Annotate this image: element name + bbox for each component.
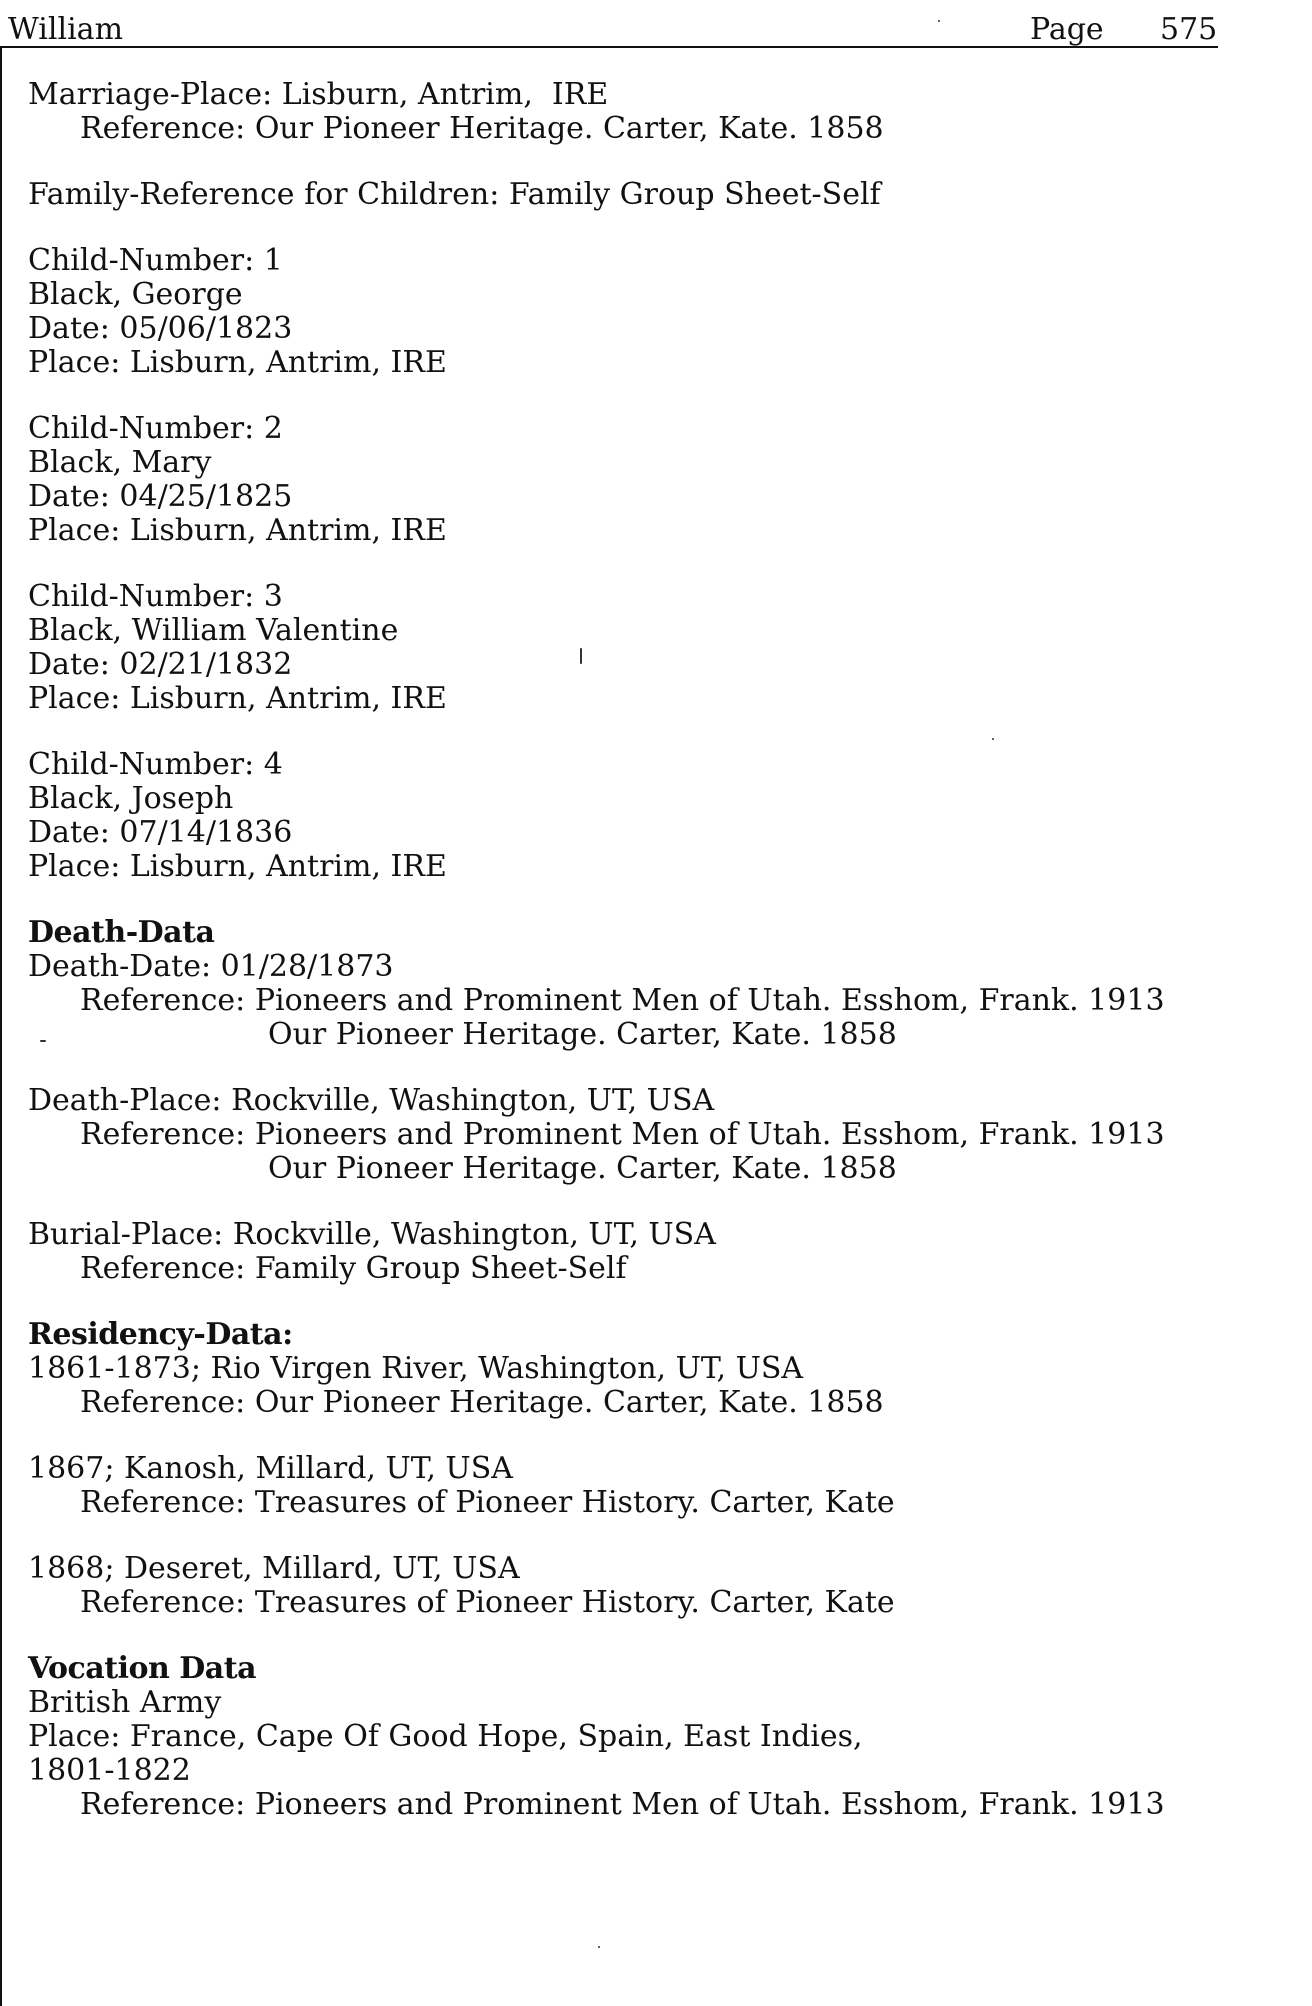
page-number: 575: [1160, 12, 1218, 47]
residency-entry: 1868; Deseret, Millard, UT, USA: [28, 1551, 520, 1586]
child-place: Place: Lisburn, Antrim, IRE: [28, 681, 447, 716]
child-place: Place: Lisburn, Antrim, IRE: [28, 849, 447, 884]
scan-speck: [598, 1946, 600, 1948]
death-date-reference-2: Our Pioneer Heritage. Carter, Kate. 1858: [268, 1017, 897, 1052]
child-number: Child-Number: 1: [28, 243, 283, 278]
residency-entry: 1861-1873; Rio Virgen River, Washington, UT, USA: [28, 1351, 804, 1386]
vocation-data-heading: Vocation Data: [28, 1651, 257, 1686]
scan-speck: [992, 738, 994, 740]
marriage-reference: Reference: Our Pioneer Heritage. Carter, Kate. 1858: [80, 111, 884, 146]
death-data-heading: Death-Data: [28, 915, 215, 950]
vocation-place: Place: France, Cape Of Good Hope, Spain, East Indies,: [28, 1719, 863, 1754]
residency-reference: Reference: Treasures of Pioneer History. Carter, Kate: [80, 1585, 895, 1620]
child-number: Child-Number: 4: [28, 747, 283, 782]
burial-reference: Reference: Family Group Sheet-Self: [80, 1251, 627, 1286]
child-date: Date: 02/21/1832: [28, 647, 293, 682]
child-number: Child-Number: 3: [28, 579, 283, 614]
vocation-years: 1801-1822: [28, 1753, 191, 1788]
page-label: Page: [1030, 12, 1104, 47]
child-date: Date: 07/14/1836: [28, 815, 293, 850]
child-place: Place: Lisburn, Antrim, IRE: [28, 345, 447, 380]
family-reference: Family-Reference for Children: Family Group Sheet-Self: [28, 177, 881, 212]
residency-reference: Reference: Our Pioneer Heritage. Carter, Kate. 1858: [80, 1385, 884, 1420]
death-place: Death-Place: Rockville, Washington, UT, USA: [28, 1083, 715, 1118]
death-place-reference: Reference: Pioneers and Prominent Men of Utah. Esshom, Frank. 1913: [80, 1117, 1165, 1152]
residency-data-heading: Residency-Data:: [28, 1317, 293, 1352]
vocation-reference: Reference: Pioneers and Prominent Men of Utah. Esshom, Frank. 1913: [80, 1787, 1165, 1822]
residency-reference: Reference: Treasures of Pioneer History. Carter, Kate: [80, 1485, 895, 1520]
child-name: Black, William Valentine: [28, 613, 399, 648]
header-name: William: [8, 12, 124, 47]
child-name: Black, Joseph: [28, 781, 234, 816]
child-number: Child-Number: 2: [28, 411, 283, 446]
child-date: Date: 04/25/1825: [28, 479, 293, 514]
death-date: Death-Date: 01/28/1873: [28, 949, 394, 984]
child-date: Date: 05/06/1823: [28, 311, 293, 346]
burial-place: Burial-Place: Rockville, Washington, UT, USA: [28, 1217, 716, 1252]
page-header: [0, 12, 1218, 48]
death-place-reference-2: Our Pioneer Heritage. Carter, Kate. 1858: [268, 1151, 897, 1186]
marriage-place: Marriage-Place: Lisburn, Antrim, IRE: [28, 77, 609, 112]
child-name: Black, George: [28, 277, 243, 312]
scan-speck: [40, 1040, 46, 1042]
scan-speck: [938, 20, 940, 22]
scan-speck: [580, 648, 582, 664]
left-margin-rule: [0, 46, 2, 2006]
child-place: Place: Lisburn, Antrim, IRE: [28, 513, 447, 548]
vocation-entry: British Army: [28, 1685, 222, 1720]
child-name: Black, Mary: [28, 445, 212, 480]
residency-entry: 1867; Kanosh, Millard, UT, USA: [28, 1451, 513, 1486]
death-date-reference: Reference: Pioneers and Prominent Men of Utah. Esshom, Frank. 1913: [80, 983, 1165, 1018]
